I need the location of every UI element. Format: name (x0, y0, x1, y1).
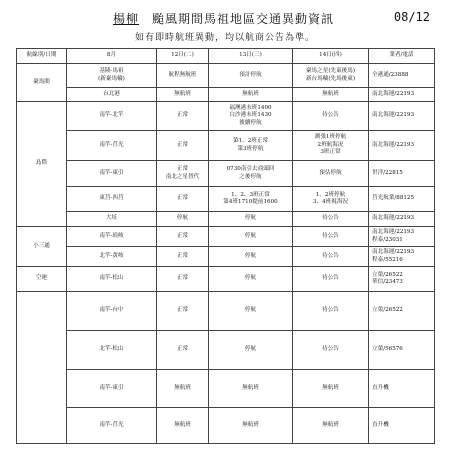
cell-line: 待公告 (322, 215, 339, 222)
route-cell (67, 131, 157, 161)
table-row (17, 131, 435, 161)
cell-line: 1、2、3班正常 (231, 191, 270, 198)
cell-line: 直升機 (372, 384, 389, 391)
day14-cell (293, 102, 369, 131)
table-row (17, 212, 435, 227)
cell-line: 世洋/22815 (372, 169, 403, 176)
region-cell (17, 292, 67, 444)
contact-cell (369, 88, 435, 102)
contact-cell (369, 292, 435, 331)
table-row (17, 161, 435, 187)
day14-cell (293, 331, 369, 370)
cell-line: 無航班 (174, 90, 191, 97)
cell-line: 無航班 (322, 90, 339, 97)
cell-line: 航程無航班 (168, 71, 197, 78)
cell-line: 正常 (176, 232, 189, 239)
day12-cell (157, 292, 209, 331)
day12-cell (157, 370, 209, 408)
route-cell (67, 102, 157, 131)
region-cell: 小三通 (17, 227, 67, 267)
day14-cell (293, 247, 369, 267)
table-row (17, 88, 435, 102)
cell-line: 停航 (244, 275, 257, 282)
contact-cell (369, 331, 435, 370)
cell-line: 台北港 (103, 90, 120, 97)
day14-cell (293, 88, 369, 102)
cell-line: 2班航海況 (317, 141, 344, 148)
cell-line: 直升機 (372, 421, 389, 428)
day14-cell (293, 187, 369, 212)
day13-cell (209, 212, 293, 227)
route-cell (67, 64, 157, 88)
day12-cell (157, 267, 209, 292)
cell-line: 正常 (176, 195, 189, 202)
contact-cell (369, 187, 435, 212)
day14-cell (293, 408, 369, 444)
cell-line: 第4班1710提前1600 (223, 199, 278, 205)
day14-cell (293, 267, 369, 292)
cell-line: 程泰/55216 (372, 256, 403, 263)
cell-line: 南北海運/22193 (372, 229, 415, 235)
cell-line: 正常 (176, 252, 189, 259)
cell-line: 立榮/26522 (372, 271, 403, 278)
cell-line: 正常 (176, 275, 189, 282)
region-cell: 島際 (17, 102, 67, 227)
cell-line: 基隆-馬祖 (99, 68, 124, 74)
day12-cell (157, 88, 209, 102)
cell-line: 南北海運/22193 (372, 112, 415, 119)
cell-line: 南竿-東引 (99, 169, 124, 176)
cell-line: 正常 (176, 112, 189, 119)
cell-line: 莒光航業/88125 (372, 195, 415, 202)
cell-line: 停航 (176, 215, 189, 222)
cell-line: (新臺馬輪) (98, 75, 125, 82)
cell-line: 無航班 (174, 421, 191, 428)
table-body (17, 64, 435, 444)
contact-cell (369, 212, 435, 227)
cell-line: 程泰/23031 (372, 236, 403, 243)
table-row (17, 102, 435, 131)
cell-line: 南北海運/22193 (372, 215, 415, 222)
day13-cell (209, 331, 293, 370)
cell-line: 東莒-西莒 (99, 195, 124, 202)
typhoon-name: 楊柳 (113, 12, 140, 26)
contact-cell (369, 161, 435, 187)
cell-line: 第3班停航 (237, 145, 264, 152)
contact-cell (369, 247, 435, 267)
col-header-contact: 業者/電話 (369, 49, 435, 64)
route-cell (67, 247, 157, 267)
table-row (17, 408, 435, 444)
day13-cell (209, 187, 293, 212)
route-cell (67, 227, 157, 247)
document-title: 颱風期間馬祖地區交通異動資訊 (152, 12, 335, 26)
day13-cell (209, 227, 293, 247)
day13-cell (209, 247, 293, 267)
col-header-day14: 14日(四) (293, 49, 369, 64)
day13-cell (209, 408, 293, 444)
cell-line: 南竿-琅岐 (99, 232, 124, 239)
cell-line: 南竿-莒光 (99, 141, 124, 148)
cell-line: 南北海運/22193 (372, 249, 415, 255)
day13-cell (209, 88, 293, 102)
route-cell (67, 267, 157, 292)
region-cell: 臺馬間 (17, 64, 67, 102)
table-row (17, 64, 435, 88)
table-row (17, 227, 435, 247)
route-cell (67, 212, 157, 227)
cell-line: 待公告 (322, 346, 339, 353)
cell-line: 南北之星替代 (165, 173, 200, 180)
day14-cell (293, 227, 369, 247)
cell-line: 測張1班停航 (314, 134, 347, 141)
table-header-row (17, 49, 435, 64)
cell-line: 南北海運/22193 (372, 141, 415, 148)
cell-line: 華信/23473 (372, 279, 403, 285)
day14-cell (293, 131, 369, 161)
cell-line: 停航 (244, 307, 257, 314)
cell-line: 後續停航 (239, 119, 262, 126)
day13-cell (209, 131, 293, 161)
cell-line: 無航班 (322, 384, 339, 391)
document-header (0, 10, 450, 28)
cell-line: 0730南引去商頭回 (226, 166, 275, 172)
day12-cell (157, 331, 209, 370)
cell-line: 待公告 (322, 252, 339, 259)
cell-line: 預估停航 (319, 169, 342, 176)
col-header-day13: 13日(三) (209, 49, 293, 64)
cell-line: 無航班 (322, 421, 339, 428)
cell-line: 南北海運/22193 (372, 90, 415, 97)
cell-line: 北竿-松山 (99, 346, 124, 353)
day12-cell (157, 187, 209, 212)
day13-cell (209, 267, 293, 292)
day14-cell (293, 212, 369, 227)
contact-cell (369, 227, 435, 247)
cell-line: 待公告 (322, 232, 339, 239)
cell-line: 待公告 (322, 275, 339, 282)
cell-line: 立榮/56576 (372, 346, 403, 353)
contact-cell (369, 102, 435, 131)
document-subtitle: 如有即時航班異動，均以航商公告為準。 (134, 33, 315, 43)
day14-cell (293, 161, 369, 187)
cell-line: 白沙港末班1430 (229, 112, 272, 119)
day13-cell (209, 292, 293, 331)
document-date: 08/12 (393, 10, 430, 24)
table-row (17, 187, 435, 212)
cell-line: 南竿-北竿 (99, 112, 124, 119)
route-cell (67, 408, 157, 444)
contact-cell (369, 64, 435, 88)
day12-cell (157, 247, 209, 267)
cell-line: 全港通/23888 (372, 71, 409, 78)
col-header-route-type: 航線別/日期 (17, 49, 67, 64)
traffic-table (16, 48, 435, 444)
day12-cell (157, 102, 209, 131)
cell-line: 南竿-莒光 (99, 421, 124, 428)
day12-cell (157, 64, 209, 88)
cell-line: 無航班 (242, 90, 259, 97)
cell-line: 停航 (244, 252, 257, 259)
cell-line: 立榮/26522 (372, 307, 403, 314)
route-cell (67, 161, 157, 187)
route-cell (67, 370, 157, 408)
cell-line: 3、4班視海況 (312, 199, 349, 205)
contact-cell (369, 408, 435, 444)
day12-cell (157, 161, 209, 187)
cell-line: 福澳港末班1400 (229, 104, 272, 111)
route-cell (67, 187, 157, 212)
cell-line: 第1、2班正常 (232, 138, 269, 144)
region-cell: 空運 (17, 267, 67, 292)
cell-line: 停航 (244, 232, 257, 239)
route-cell (67, 292, 157, 331)
day14-cell (293, 292, 369, 331)
day12-cell (157, 227, 209, 247)
cell-line: 北竿-黃岐 (99, 252, 124, 259)
table-row (17, 370, 435, 408)
day12-cell (157, 131, 209, 161)
cell-line: 停航 (244, 215, 257, 222)
route-cell (67, 331, 157, 370)
contact-cell (369, 370, 435, 408)
cell-line: 之後停航 (239, 173, 262, 180)
day13-cell (209, 161, 293, 187)
cell-line: 正常 (176, 166, 189, 172)
cell-line: 1、2班停航 (315, 191, 346, 198)
day13-cell (209, 370, 293, 408)
day12-cell (157, 408, 209, 444)
table-row (17, 292, 435, 331)
cell-line: 南竿-台中 (99, 307, 124, 314)
cell-line: 停航 (244, 346, 257, 353)
cell-line: 正常 (176, 307, 189, 314)
contact-cell (369, 131, 435, 161)
cell-line: 南竿-松山 (99, 275, 124, 282)
contact-cell (369, 267, 435, 292)
day14-cell (293, 64, 369, 88)
cell-line: 3班正常 (320, 149, 341, 156)
cell-line: 待公告 (322, 112, 339, 119)
col-header-month: 8月 (67, 49, 157, 64)
day13-cell (209, 64, 293, 88)
cell-line: 正常 (176, 141, 189, 148)
table-row (17, 331, 435, 370)
cell-line: 無航班 (174, 384, 191, 391)
cell-line: 新台馬輪(先馬後東) (305, 75, 356, 82)
cell-line: 無航班 (242, 384, 259, 391)
cell-line: 臺馬之星(先東後馬) (305, 68, 356, 74)
table-row (17, 247, 435, 267)
day14-cell (293, 370, 369, 408)
route-cell (67, 88, 157, 102)
cell-line: 南竿-東引 (99, 384, 124, 391)
col-header-day12: 12日(二) (157, 49, 209, 64)
day12-cell (157, 212, 209, 227)
cell-line: 大坵 (105, 215, 118, 222)
table-row (17, 267, 435, 292)
cell-line: 正常 (176, 346, 189, 353)
cell-line: 無航班 (242, 421, 259, 428)
day13-cell (209, 102, 293, 131)
cell-line: 待公告 (322, 307, 339, 314)
cell-line: 預計停航 (239, 71, 262, 78)
